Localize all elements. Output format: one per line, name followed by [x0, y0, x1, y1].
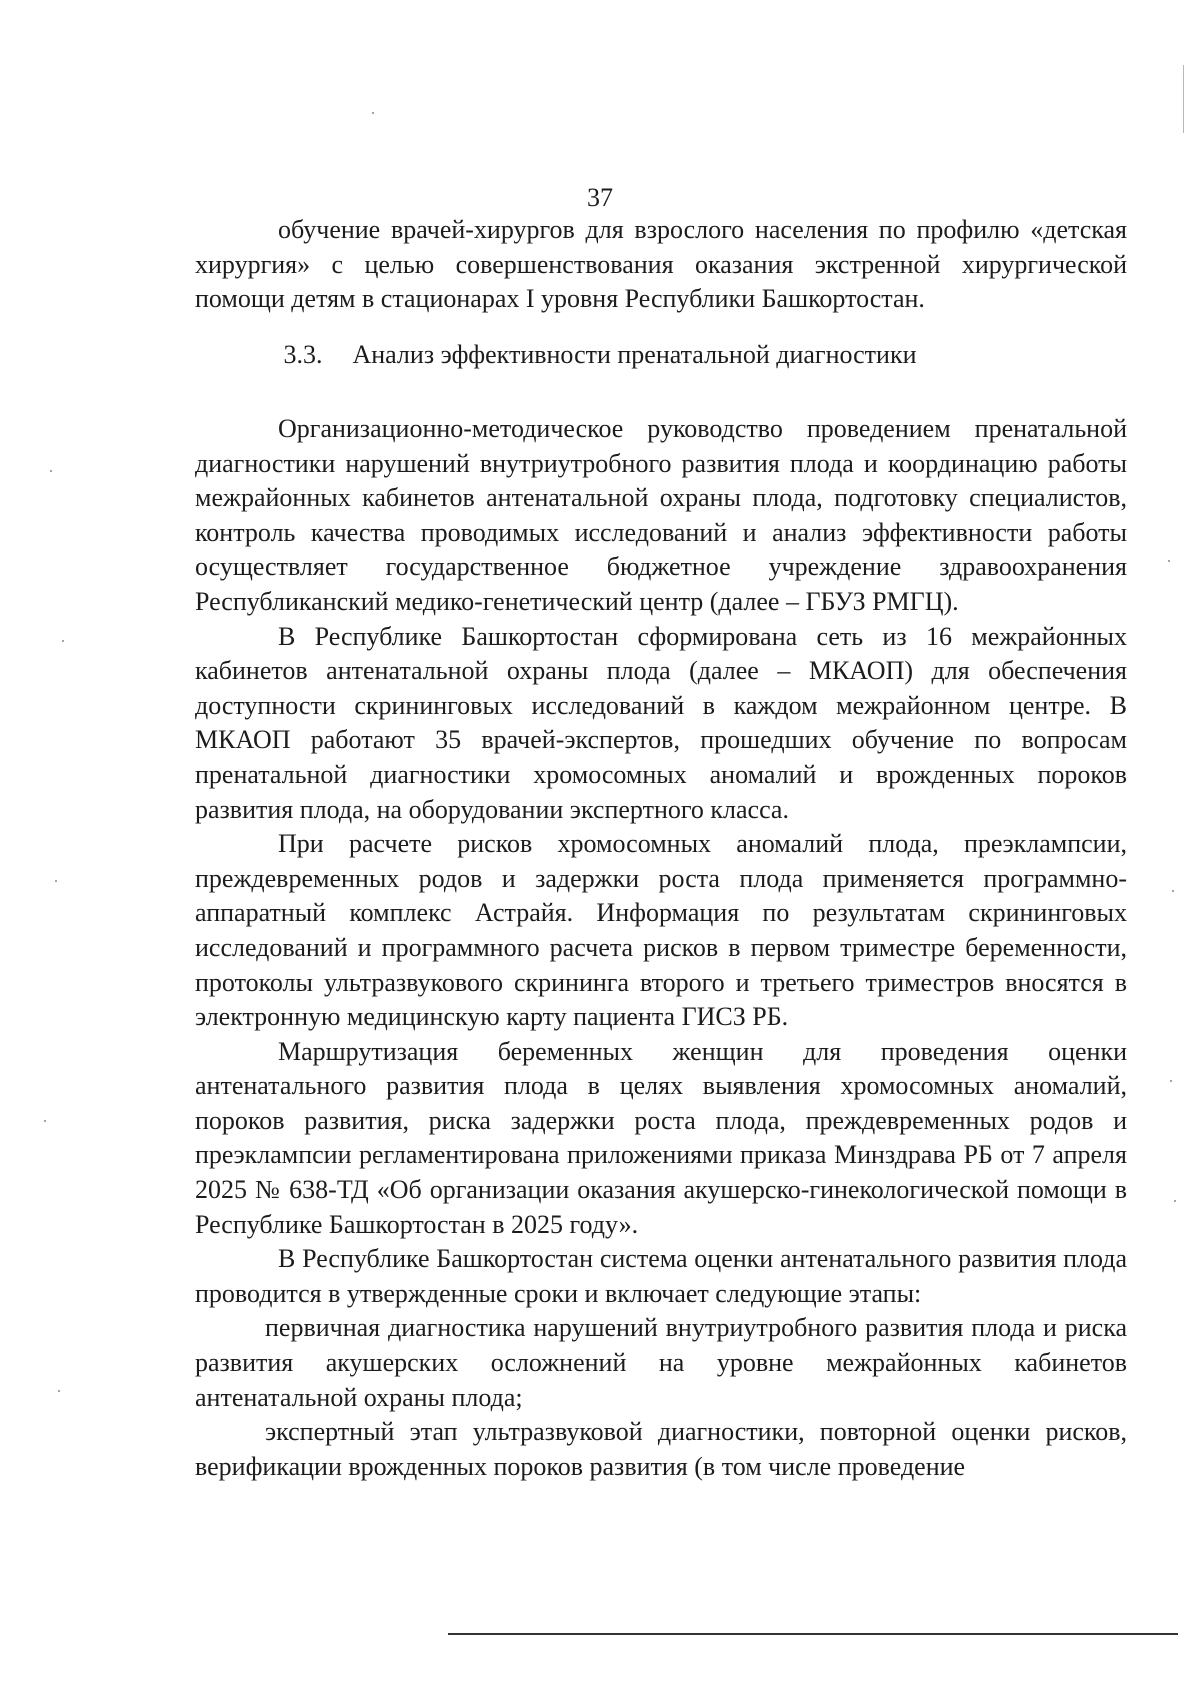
paragraph-network: В Республике Башкортостан сформирована сеть из 16 межрайонных кабинетов антенатальной охраны плода (далее – МКАОП) для обеспечения доступности скрининговых исследований в каждом межрайонном центре. В МКАОП работают 35 врачей-экспертов, прошедших обучение по вопросам пренатальной диагностики хромосомных аномалий и врожденных пороков развития плода, на оборудовании экспертного класса.	[195, 621, 1127, 824]
scan-speck	[44, 1120, 46, 1122]
list-item-expert-stage: экспертный этап ультразвуковой диагностики, повторной оценки рисков, верификации врожденных пороков развития (в том числе проведение	[195, 1417, 1127, 1481]
scan-speck	[1172, 890, 1174, 892]
list-item-primary-diagnostics: первичная диагностика нарушений внутриутробного развития плода и риска развития акушерских осложнений на уровне межрайонных кабинетов антенатальной охраны плода;	[195, 1313, 1127, 1412]
scan-edge-line	[1183, 65, 1184, 133]
section-body	[195, 412, 1127, 1484]
paragraph-stages-intro: В Республике Башкортостан система оценки антенатального развития плода проводится в утвержденные сроки и включает следующие этапы:	[195, 1244, 1127, 1308]
bottom-rule	[448, 1633, 1178, 1635]
scan-speck	[50, 470, 52, 472]
continuation-block	[195, 213, 1127, 317]
paragraph-risk-calculation: При расчете рисков хромосомных аномалий плода, преэклампсии, преждевременных родов и задержки роста плода применяется программно-аппаратный комплекс Астрайя. Информация по результатам скрининговых исследований и программного расчета рисков в первом триместре беременности, протоколы ультразвукового скрининга второго и третьего триместров вносятся в электронную медицинскую карту пациента ГИСЗ РБ.	[195, 829, 1127, 1032]
continuation-paragraph: обучение врачей-хирургов для взрослого населения по профилю «детская хирургия» с целью совершенствования оказания экстренной хирургической помощи детям в стационарах I уровня Республики Башкортостан.	[195, 215, 1127, 314]
scan-speck	[58, 1390, 60, 1392]
scan-speck	[1170, 1080, 1172, 1082]
section-heading	[0, 338, 1200, 372]
section-number: 3.3.	[283, 340, 323, 369]
scan-speck	[1168, 560, 1170, 562]
scan-speck	[372, 112, 374, 114]
page-number: 37	[587, 183, 613, 212]
scan-speck	[62, 640, 64, 642]
paragraph-routing: Маршрутизация беременных женщин для проведения оценки антенатального развития плода в целях выявления хромосомных аномалий, пороков развития, риска задержки роста плода, преждевременных родов и преэклампсии регламентирована приложениями приказа Минздрава РБ от 7 апреля 2025 № 638-ТД «Об организации оказания акушерско-гинекологической помощи в Республике Башкортостан в 2025 году».	[195, 1036, 1127, 1239]
scan-speck	[55, 880, 57, 882]
paragraph-organization: Организационно-методическое руководство проведением пренатальной диагностики нарушений внутриутробного развития плода и координацию работы межрайонных кабинетов антенатальной охраны плода, подготовку специалистов, контроль качества проводимых исследований и анализ эффективности работы осуществляет государственное бюджетное учреждение здравоохранения Республиканский медико-генетический центр (далее – ГБУЗ РМГЦ).	[195, 414, 1127, 616]
scan-speck	[1174, 1200, 1176, 1202]
section-title: Анализ эффективности пренатальной диагностики	[352, 340, 917, 369]
